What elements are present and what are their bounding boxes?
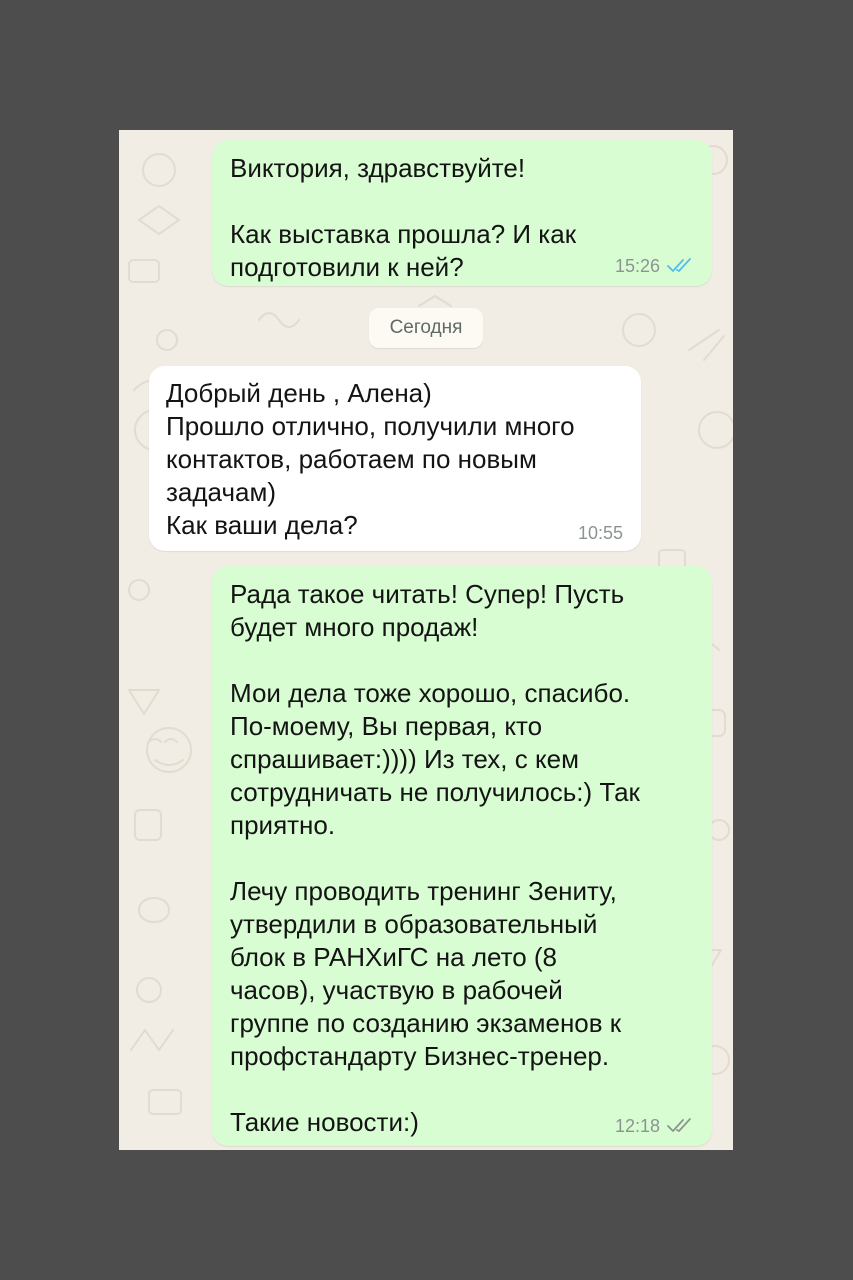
double-check-icon	[666, 1118, 694, 1134]
message-time: 10:55	[577, 523, 623, 543]
message-meta	[578, 523, 623, 543]
outgoing-message[interactable]	[212, 140, 712, 286]
message-time: 15:26	[614, 256, 660, 276]
message-text: Добрый день , Алена) Прошло отлично, получили много контактов, работаем по новым задачам) Как ваши дела?	[166, 378, 575, 540]
message-text: Виктория, здравствуйте! Как выставка прошла? И как подготовили к ней?	[230, 153, 577, 282]
outgoing-message[interactable]	[212, 566, 712, 1146]
message-meta	[615, 256, 694, 276]
incoming-message[interactable]	[149, 366, 641, 551]
date-separator: Сегодня	[369, 308, 483, 348]
message-time: 12:18	[614, 1116, 660, 1136]
message-text: Рада такое читать! Супер! Пусть будет много продаж! Мои дела тоже хорошо, спасибо. По-моему, Вы первая, кто спрашивает:)))) Из тех, с кем сотрудничать не получилось:) Так приятно. Лечу проводить тренинг Зениту, утвердили в образовательный блок в РАНХиГС на лето (8 часов), участвую в рабочей группе по созданию экзаменов к профстандарту Бизнес-тренер. Такие новости:)	[230, 579, 640, 1137]
double-check-icon	[666, 258, 694, 274]
chat-screen	[119, 130, 733, 1150]
message-meta	[615, 1116, 694, 1136]
